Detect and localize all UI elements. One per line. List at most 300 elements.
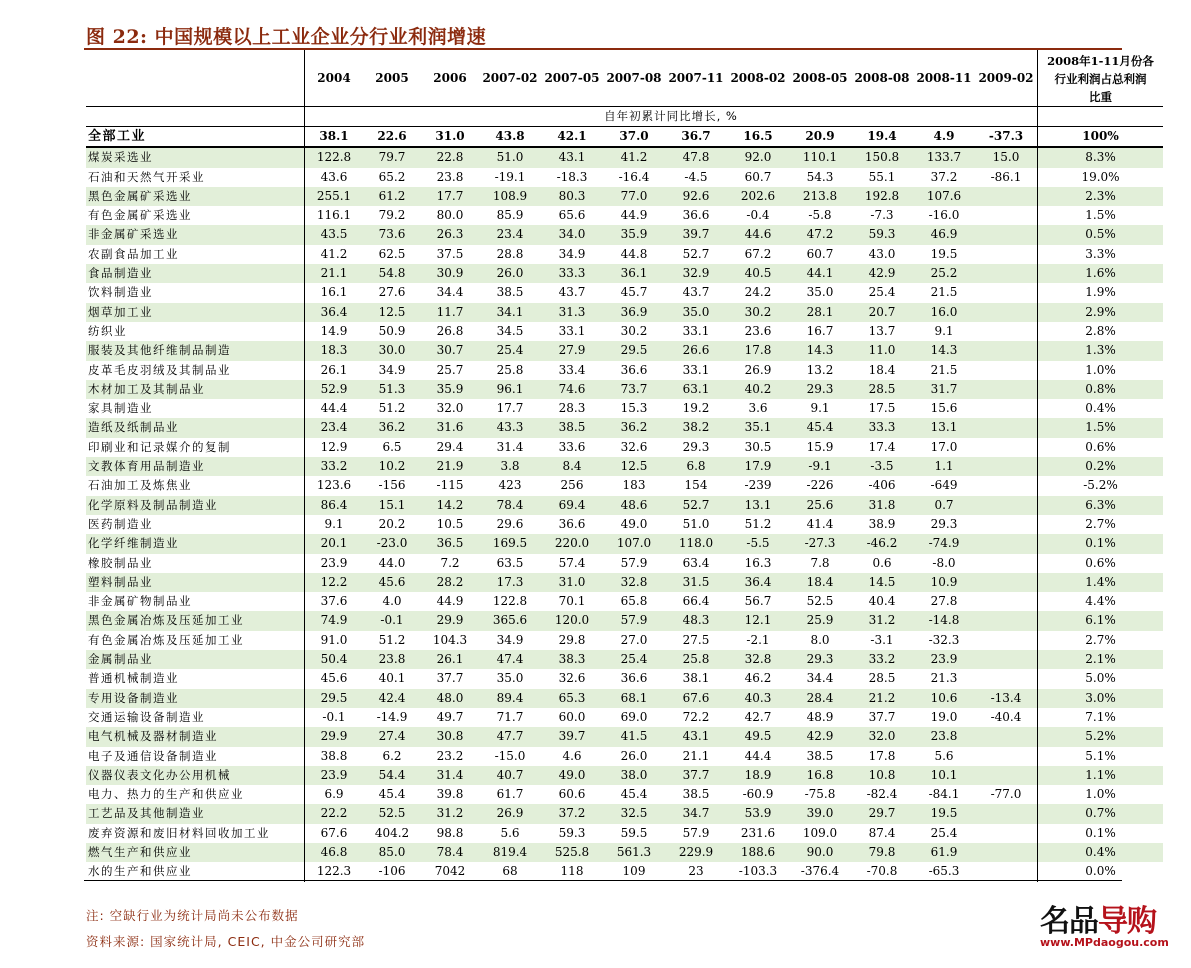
share-cell: 2.1% [1038, 650, 1164, 669]
value-cell: 41.4 [806, 516, 834, 531]
table-row [86, 168, 1163, 187]
value-cell: 5.6 [500, 825, 520, 840]
value-cell: 31.3 [541, 303, 603, 322]
table-row [86, 785, 1163, 804]
value-cell: 60.6 [558, 787, 586, 802]
source-note: 资料来源: 国家统计局, CEIC, 中金公司研究部 [86, 934, 366, 949]
value-cell: 25.8 [665, 650, 727, 669]
value-cell: 48.0 [421, 689, 479, 708]
value-cell: 42.4 [363, 689, 421, 708]
table-row [86, 669, 1163, 688]
table-row [86, 766, 1163, 785]
value-cell: -5.8 [808, 208, 832, 223]
industry-name: 普通机械制造业 [88, 671, 179, 686]
value-cell: 16.1 [305, 283, 364, 302]
value-cell: 36.5 [421, 534, 479, 553]
value-cell: 54.3 [806, 169, 834, 184]
value-cell: 67.6 [665, 689, 727, 708]
value-cell [975, 206, 1038, 225]
value-cell: 118.0 [665, 534, 727, 553]
value-cell: 19.4 [851, 127, 913, 148]
value-cell: 59.5 [620, 825, 648, 840]
value-cell: 52.5 [363, 804, 421, 823]
value-cell: 28.5 [868, 671, 896, 686]
value-cell: 213.8 [789, 187, 851, 206]
value-cell: 34.7 [665, 804, 727, 823]
value-cell: 28.2 [421, 573, 479, 592]
value-cell: 85.0 [363, 843, 421, 862]
value-cell: 9.1 [934, 323, 954, 338]
value-cell: 9.1 [305, 515, 364, 534]
industry-name: 电力、热力的生产和供应业 [88, 787, 244, 802]
value-cell: 96.1 [479, 380, 541, 399]
industry-name: 电子及通信设备制造业 [88, 748, 218, 763]
share-cell: 6.3% [1038, 496, 1164, 515]
value-cell: 31.4 [496, 439, 524, 454]
year-header-2007-02: 2007-02 [479, 50, 541, 107]
value-cell: 29.6 [496, 516, 524, 531]
value-cell [975, 824, 1038, 843]
table-row [86, 303, 1163, 322]
value-cell: 12.5 [363, 303, 421, 322]
value-cell: 43.0 [868, 246, 896, 261]
value-cell: 18.9 [727, 766, 789, 785]
value-cell: 10.1 [913, 766, 975, 785]
value-cell: 59.3 [851, 225, 913, 244]
value-cell: 48.6 [603, 496, 665, 515]
value-cell: 42.9 [851, 264, 913, 283]
value-cell: 8.0 [810, 632, 830, 647]
year-header-2007-05: 2007-05 [541, 50, 603, 107]
industry-name: 医药制造业 [88, 516, 153, 531]
value-cell: -239 [744, 478, 772, 493]
value-cell: 23.9 [305, 554, 364, 573]
value-cell: 61.9 [913, 843, 975, 862]
value-cell: 27.4 [363, 727, 421, 746]
value-cell: 17.8 [868, 748, 896, 763]
value-cell: 37.7 [436, 671, 464, 686]
value-cell: 43.5 [305, 225, 364, 244]
value-cell: 48.3 [665, 611, 727, 630]
industry-name: 煤炭采选业 [86, 147, 305, 167]
value-cell: 25.8 [496, 362, 524, 377]
value-cell: -0.1 [363, 611, 421, 630]
watermark-url: www.MPdaogou.com [1040, 936, 1169, 949]
value-cell: 43.6 [305, 168, 364, 187]
value-cell: 50.4 [305, 650, 364, 669]
industry-name: 黑色金属冶炼及压延加工业 [86, 611, 305, 630]
value-cell: 10.2 [363, 457, 421, 476]
industry-name: 仪器仪表文化办公用机械 [86, 766, 305, 785]
value-cell: 18.4 [789, 573, 851, 592]
year-header-2005: 2005 [363, 50, 421, 107]
value-cell: 17.0 [930, 439, 958, 454]
industry-name: 木材加工及其制品业 [86, 380, 305, 399]
value-cell: -82.4 [866, 787, 898, 802]
subheader-share-blank [1038, 107, 1164, 127]
value-cell: 255.1 [305, 187, 364, 206]
share-cell: 5.1% [1038, 747, 1164, 766]
industry-name: 非金属矿物制品业 [88, 594, 192, 609]
table-row [86, 592, 1163, 611]
watermark-logo-main: 名品 [1040, 904, 1098, 939]
value-cell: 39.7 [541, 727, 603, 746]
value-cell: 36.4 [305, 303, 364, 322]
value-cell: 36.6 [682, 208, 710, 223]
value-cell [975, 534, 1038, 553]
table-body [86, 127, 1163, 882]
value-cell: 122.3 [305, 862, 364, 881]
value-cell: 34.9 [378, 362, 406, 377]
value-cell: 49.0 [541, 766, 603, 785]
value-cell: 35.1 [727, 418, 789, 437]
value-cell [975, 399, 1038, 418]
value-cell: 30.0 [363, 341, 421, 360]
share-cell: 8.3% [1038, 147, 1164, 167]
value-cell: 9.1 [810, 401, 830, 416]
value-cell: 52.5 [806, 594, 834, 609]
value-cell: 66.4 [682, 594, 710, 609]
value-cell: 22.2 [305, 804, 364, 823]
value-cell: 11.0 [851, 341, 913, 360]
value-cell: 20.1 [305, 534, 364, 553]
value-cell: 80.0 [436, 208, 464, 223]
value-cell: -5.5 [727, 534, 789, 553]
value-cell: -74.9 [913, 534, 975, 553]
value-cell [975, 264, 1038, 283]
value-cell: 61.2 [363, 187, 421, 206]
value-cell: 37.7 [665, 766, 727, 785]
value-cell: 26.0 [479, 264, 541, 283]
value-cell: 25.4 [930, 825, 958, 840]
value-cell: -3.1 [870, 632, 894, 647]
value-cell: 13.1 [727, 496, 789, 515]
share-header-line: 行业利润占总利润 [1054, 72, 1147, 86]
value-cell: 51.0 [479, 147, 541, 167]
value-cell: 73.6 [363, 225, 421, 244]
value-cell: 13.7 [868, 323, 896, 338]
value-cell: 29.9 [421, 611, 479, 630]
value-cell: -103.3 [738, 864, 778, 879]
value-cell: 20.2 [378, 516, 406, 531]
year-header-2007-11: 2007-11 [665, 50, 727, 107]
value-cell: 31.0 [421, 127, 479, 148]
value-cell [975, 611, 1038, 630]
value-cell: 14.5 [851, 573, 913, 592]
industry-name: 化学原料及制品制造业 [86, 496, 305, 515]
value-cell: 36.2 [603, 418, 665, 437]
value-cell [975, 438, 1038, 457]
value-cell: 27.8 [930, 594, 958, 609]
share-cell: 1.6% [1038, 264, 1164, 283]
value-cell: 28.5 [851, 380, 913, 399]
value-cell: -115 [436, 478, 464, 493]
footnote: 注: 空缺行业为统计局尚未公布数据 [86, 908, 299, 923]
value-cell: 19.0 [930, 709, 958, 724]
value-cell: 561.3 [603, 843, 665, 862]
value-cell: 14.3 [789, 341, 851, 360]
value-cell [975, 804, 1038, 823]
value-cell: 87.4 [868, 825, 896, 840]
value-cell: 70.1 [558, 594, 586, 609]
value-cell: 3.6 [748, 401, 768, 416]
value-cell: 39.0 [789, 804, 851, 823]
value-cell: 43.3 [479, 418, 541, 437]
value-cell: 41.5 [603, 727, 665, 746]
industry-name: 金属制品业 [86, 650, 305, 669]
share-cell: 7.1% [1038, 708, 1164, 727]
value-cell: 4.9 [913, 127, 975, 148]
value-cell: 65.2 [378, 169, 406, 184]
value-cell: 21.1 [305, 264, 364, 283]
value-cell [975, 766, 1038, 785]
value-cell: 26.3 [421, 225, 479, 244]
table-row [86, 496, 1163, 515]
share-cell: 5.2% [1038, 727, 1164, 746]
value-cell: 46.9 [913, 225, 975, 244]
value-cell: 21.1 [682, 748, 710, 763]
value-cell: 69.4 [541, 496, 603, 515]
value-cell: 34.4 [806, 671, 834, 686]
value-cell [975, 380, 1038, 399]
value-cell: -86.1 [990, 169, 1022, 184]
subheader-blank [86, 107, 305, 127]
share-cell: 3.0% [1038, 689, 1164, 708]
value-cell: -84.1 [928, 787, 960, 802]
table-row [86, 187, 1163, 206]
value-cell: 23.9 [305, 766, 364, 785]
share-cell: 0.4% [1038, 399, 1164, 418]
table-row [86, 804, 1163, 823]
value-cell: 21.5 [930, 285, 958, 300]
value-cell: 98.8 [436, 825, 464, 840]
value-cell [975, 496, 1038, 515]
value-cell: 35.0 [496, 671, 524, 686]
value-cell: 31.5 [665, 573, 727, 592]
table-row [86, 650, 1163, 669]
value-cell: 36.6 [620, 362, 648, 377]
share-cell: 0.1% [1038, 534, 1164, 553]
value-cell: 39.7 [665, 225, 727, 244]
table-row [86, 515, 1163, 534]
value-cell: 29.4 [436, 439, 464, 454]
value-cell: 48.9 [806, 709, 834, 724]
value-cell: 44.9 [620, 208, 648, 223]
value-cell: 40.5 [727, 264, 789, 283]
value-cell: 16.7 [806, 323, 834, 338]
value-cell: 10.6 [913, 689, 975, 708]
value-cell: 79.2 [378, 208, 406, 223]
share-cell: 1.0% [1038, 785, 1164, 804]
value-cell: 28.1 [789, 303, 851, 322]
value-cell: 29.3 [789, 650, 851, 669]
value-cell: 40.2 [727, 380, 789, 399]
value-cell: 52.9 [305, 380, 364, 399]
industry-name: 印刷业和记录媒介的复制 [88, 439, 231, 454]
share-cell: 1.0% [1038, 361, 1164, 380]
total-row [86, 127, 1163, 148]
value-cell: 17.7 [421, 187, 479, 206]
value-cell: 78.4 [479, 496, 541, 515]
value-cell: 38.1 [682, 671, 710, 686]
value-cell: 122.8 [305, 147, 364, 167]
table-row [86, 708, 1163, 727]
value-cell: 34.5 [496, 323, 524, 338]
share-cell: 1.9% [1038, 283, 1164, 302]
value-cell: 45.4 [789, 418, 851, 437]
value-cell: 65.8 [620, 594, 648, 609]
share-cell: -5.2% [1038, 476, 1164, 495]
value-cell: -9.1 [789, 457, 851, 476]
value-cell: -27.3 [789, 534, 851, 553]
value-cell: 32.0 [851, 727, 913, 746]
value-cell: 78.4 [421, 843, 479, 862]
share-cell: 0.5% [1038, 225, 1164, 244]
value-cell: 79.7 [363, 147, 421, 167]
industry-name: 食品制造业 [86, 264, 305, 283]
value-cell: 43.8 [479, 127, 541, 148]
value-cell: 74.6 [541, 380, 603, 399]
value-cell: 51.0 [682, 516, 710, 531]
value-cell: 26.1 [305, 361, 364, 380]
value-cell: 33.3 [851, 418, 913, 437]
value-cell: 28.3 [558, 401, 586, 416]
value-cell: 37.7 [868, 709, 896, 724]
industry-name: 专用设备制造业 [86, 689, 305, 708]
value-cell [975, 515, 1038, 534]
value-cell: 35.9 [421, 380, 479, 399]
value-cell: 192.8 [851, 187, 913, 206]
value-cell: 34.9 [558, 246, 586, 261]
value-cell: 15.1 [363, 496, 421, 515]
value-cell [975, 592, 1038, 611]
value-cell: 34.9 [496, 632, 524, 647]
value-cell: 37.2 [930, 169, 958, 184]
value-cell: 31.7 [913, 380, 975, 399]
value-cell: -2.1 [746, 632, 770, 647]
value-cell: 35.9 [603, 225, 665, 244]
value-cell [975, 862, 1038, 881]
industry-name: 家具制造业 [88, 401, 153, 416]
value-cell: 5.6 [934, 748, 954, 763]
industry-name: 交通运输设备制造业 [88, 709, 205, 724]
value-cell: 29.5 [603, 341, 665, 360]
value-cell: 15.3 [620, 401, 648, 416]
value-cell: -70.8 [866, 864, 898, 879]
value-cell: 30.2 [727, 303, 789, 322]
value-cell: 45.6 [305, 669, 364, 688]
value-cell: 51.2 [378, 632, 406, 647]
value-cell: 41.2 [305, 245, 364, 264]
value-cell: 63.4 [682, 555, 710, 570]
value-cell: 30.8 [421, 727, 479, 746]
value-cell: 15.6 [930, 401, 958, 416]
value-cell: 23.9 [913, 650, 975, 669]
value-cell: 79.8 [851, 843, 913, 862]
value-cell: 32.0 [436, 401, 464, 416]
value-cell: 32.5 [603, 804, 665, 823]
value-cell: 188.6 [727, 843, 789, 862]
value-cell: 17.7 [496, 401, 524, 416]
value-cell: 54.4 [363, 766, 421, 785]
value-cell: 25.9 [789, 611, 851, 630]
industry-name: 水的生产和供应业 [88, 864, 192, 879]
industry-name: 饮料制造业 [88, 285, 153, 300]
value-cell: 109.0 [802, 825, 838, 840]
industry-name: 皮革毛皮羽绒及其制品业 [88, 362, 231, 377]
profit-growth-table [86, 50, 1163, 882]
value-cell: 27.9 [541, 341, 603, 360]
share-header [1038, 50, 1164, 107]
value-cell: 34.0 [541, 225, 603, 244]
value-cell: 31.0 [541, 573, 603, 592]
value-cell: 42.9 [789, 727, 851, 746]
industry-name: 橡胶制品业 [88, 555, 153, 570]
value-cell: 25.2 [913, 264, 975, 283]
value-cell: 23.8 [436, 169, 464, 184]
value-cell: 57.9 [682, 825, 710, 840]
value-cell: 12.2 [305, 573, 364, 592]
value-cell: 25.7 [436, 362, 464, 377]
value-cell: 15.9 [806, 439, 834, 454]
industry-name: 化学纤维制造业 [86, 534, 305, 553]
value-cell: 44.4 [305, 399, 364, 418]
share-cell: 0.6% [1038, 554, 1164, 573]
value-cell: 52.7 [682, 246, 710, 261]
value-cell: 33.3 [541, 264, 603, 283]
value-cell: 56.7 [744, 594, 772, 609]
share-cell: 1.5% [1038, 206, 1164, 225]
value-cell: 53.9 [727, 804, 789, 823]
industry-name: 废弃资源和废旧材料回收加工业 [88, 825, 270, 840]
value-cell: 13.1 [913, 418, 975, 437]
share-cell: 19.0% [1038, 168, 1164, 187]
value-cell: 44.6 [727, 225, 789, 244]
value-cell [975, 554, 1038, 573]
industry-name: 工艺品及其他制造业 [86, 804, 305, 823]
value-cell: 0.6 [872, 555, 892, 570]
value-cell: 12.9 [305, 438, 364, 457]
value-cell: 42.7 [744, 709, 772, 724]
watermark-logo [1040, 896, 1170, 956]
value-cell: 22.8 [421, 147, 479, 167]
value-cell: 33.2 [305, 457, 364, 476]
value-cell: 12.1 [727, 611, 789, 630]
value-cell: 110.1 [789, 147, 851, 167]
value-cell: 38.5 [682, 787, 710, 802]
share-cell: 0.0% [1038, 862, 1164, 881]
value-cell: 17.4 [868, 439, 896, 454]
value-cell: 26.9 [744, 362, 772, 377]
value-cell: 45.4 [378, 787, 406, 802]
value-cell: 120.0 [541, 611, 603, 630]
share-cell: 1.3% [1038, 341, 1164, 360]
value-cell: 23.6 [744, 323, 772, 338]
year-header-2008-11: 2008-11 [913, 50, 975, 107]
value-cell: 27.0 [620, 632, 648, 647]
value-cell: 25.4 [479, 341, 541, 360]
value-cell: 29.7 [851, 804, 913, 823]
share-cell: 2.7% [1038, 631, 1164, 650]
value-cell: -16.0 [928, 208, 960, 223]
industry-name: 电气机械及器材制造业 [86, 727, 305, 746]
value-cell: 10.5 [436, 516, 464, 531]
value-cell: 423 [498, 478, 522, 493]
value-cell: 21.9 [421, 457, 479, 476]
value-cell: 17.8 [727, 341, 789, 360]
value-cell: 123.6 [305, 476, 364, 495]
value-cell: 32.8 [727, 650, 789, 669]
